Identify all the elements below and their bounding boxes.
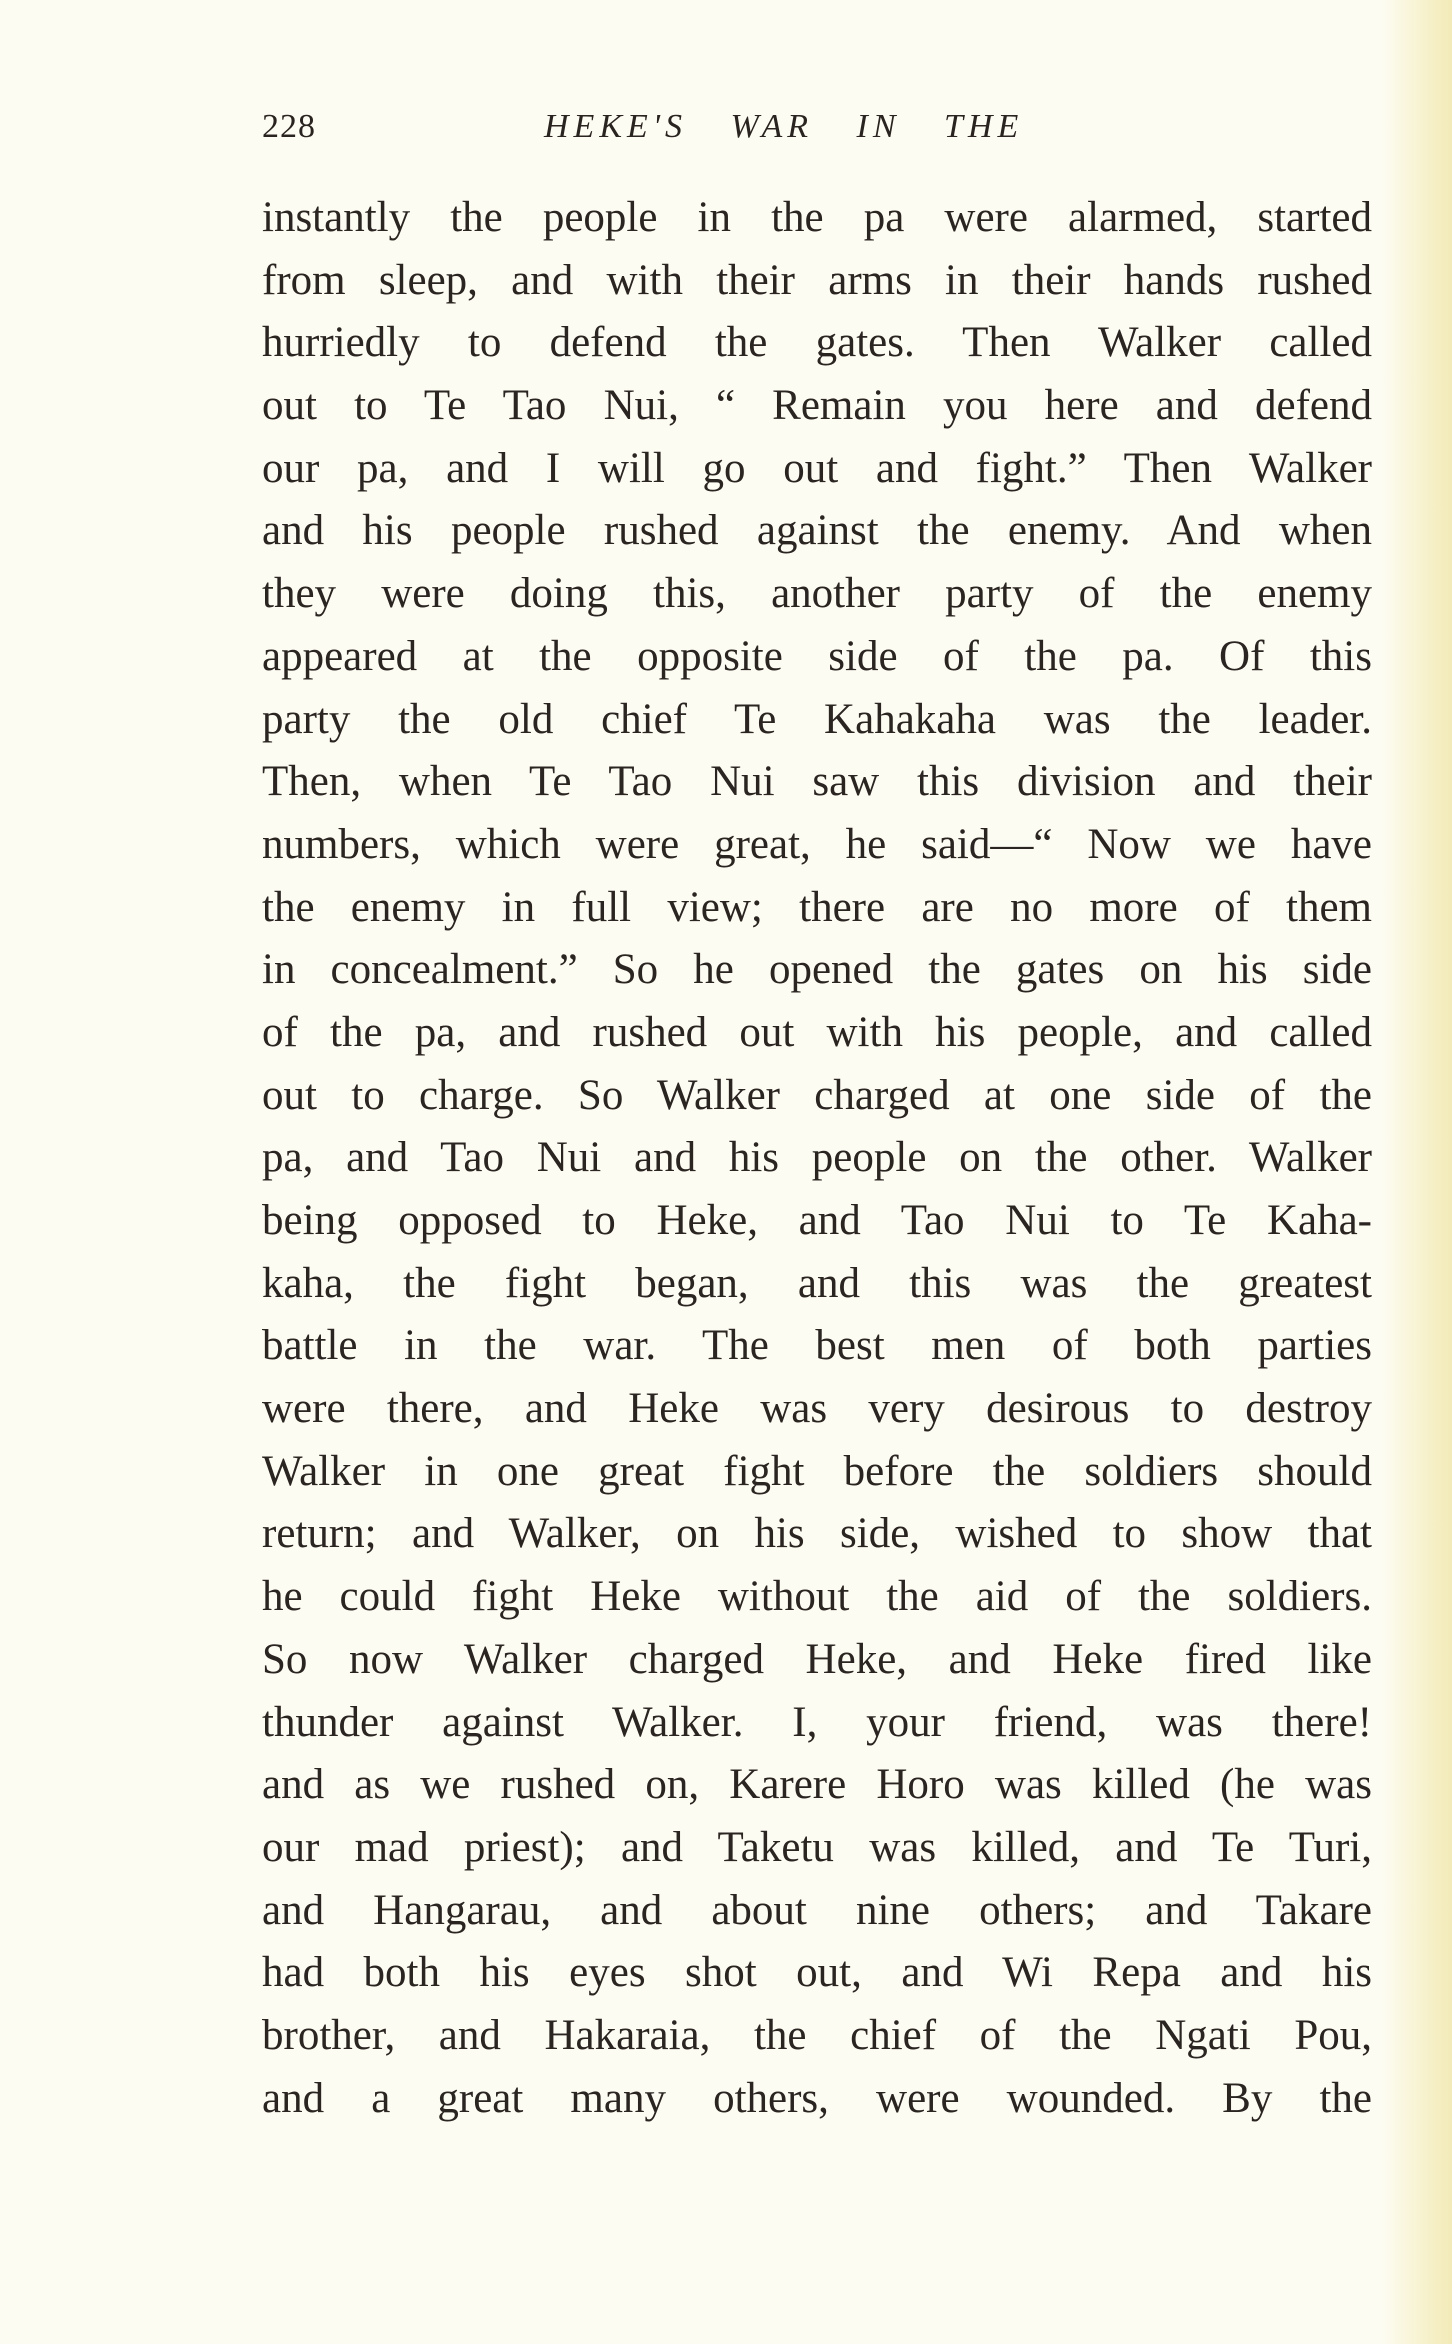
text-line: were there, and Heke was very desirous to destroy: [262, 1385, 1372, 1433]
text-line: numbers, which were great, he said—“ Now we have: [262, 820, 1372, 868]
text-line: So now Walker charged Heke, and Heke fired like: [262, 1635, 1372, 1683]
text-line: instantly the people in the pa were alarmed, started: [262, 194, 1372, 241]
text-line: our pa, and I will go out and fight.” Then Walker: [262, 444, 1372, 492]
text-line: pa, and Tao Nui and his people on the other. Walker: [262, 1134, 1372, 1182]
text-line: party the old chief Te Kahakaha was the leader.: [262, 695, 1372, 743]
page-edge-shading: [1382, 0, 1452, 2344]
text-line: appeared at the opposite side of the pa. Of this: [262, 632, 1372, 680]
running-title: HEKE'S WAR IN THE: [544, 108, 1024, 145]
text-line: and as we rushed on, Karere Horo was killed (he was: [262, 1761, 1372, 1809]
body-text: [262, 187, 1372, 2130]
text-line: thunder against Walker. I, your friend, was there!: [262, 1698, 1372, 1746]
text-line: in concealment.” So he opened the gates on his side: [262, 946, 1372, 994]
text-line: of the pa, and rushed out with his people, and called: [262, 1008, 1372, 1056]
text-line: out to charge. So Walker charged at one side of the: [262, 1071, 1372, 1119]
text-line: our mad priest); and Taketu was killed, and Te Turi,: [262, 1823, 1372, 1871]
page-number: 228: [262, 108, 316, 145]
text-line: Walker in one great fight before the soldiers should: [262, 1447, 1372, 1495]
text-line: and Hangarau, and about nine others; and Takare: [262, 1886, 1372, 1934]
text-line: they were doing this, another party of the enemy: [262, 570, 1372, 618]
text-line: had both his eyes shot out, and Wi Repa and his: [262, 1949, 1372, 1997]
text-line: the enemy in full view; there are no more of them: [262, 883, 1372, 931]
text-line: out to Te Tao Nui, “ Remain you here and defend: [262, 382, 1372, 430]
text-line: being opposed to Heke, and Tao Nui to Te Kaha-: [262, 1197, 1372, 1244]
text-line: battle in the war. The best men of both parties: [262, 1322, 1372, 1370]
text-line: and a great many others, were wounded. By the: [262, 2074, 1372, 2122]
text-line: he could fight Heke without the aid of the soldiers.: [262, 1573, 1372, 1621]
text-line: hurriedly to defend the gates. Then Walker called: [262, 319, 1372, 367]
text-line: kaha, the fight began, and this was the greatest: [262, 1259, 1372, 1307]
text-line: return; and Walker, on his side, wished to show that: [262, 1510, 1372, 1558]
text-line: from sleep, and with their arms in their hands rushed: [262, 256, 1372, 304]
text-line: and his people rushed against the enemy. And when: [262, 507, 1372, 555]
running-head: [262, 108, 1122, 158]
text-line: brother, and Hakaraia, the chief of the Ngati Pou,: [262, 2011, 1372, 2059]
text-line: Then, when Te Tao Nui saw this division and their: [262, 758, 1372, 806]
